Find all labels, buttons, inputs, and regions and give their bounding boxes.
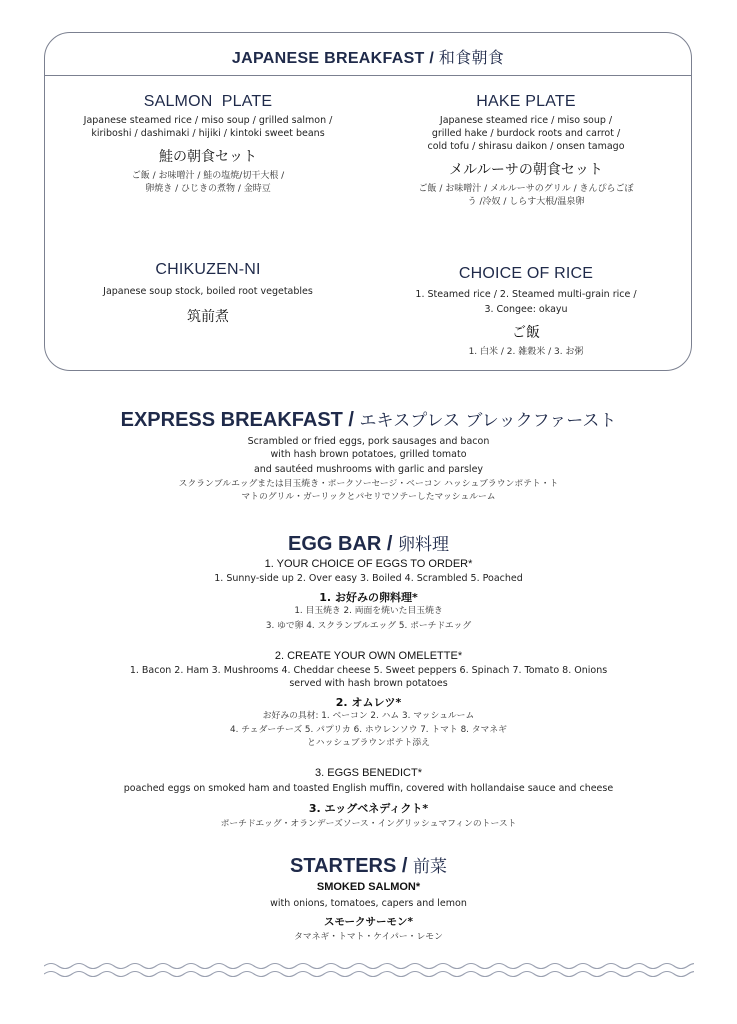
japanese-breakfast-box	[44, 32, 692, 371]
dish-desc: cold tofu / shirasu daikon / onsen tamago	[427, 141, 625, 152]
item-desc-jp: とハッシュブラウンポテト添え	[307, 738, 430, 748]
item-desc-jp: お好みの具材: 1. ベーコン 2. ハム 3. マッシュルーム	[262, 711, 475, 721]
dish-desc: 3. Congee: okayu	[484, 304, 568, 315]
dish-desc-jp: 1. 白米 / 2. 雑穀米 / 3. お粥	[468, 347, 584, 357]
item-desc-jp: 1. 目玉焼き 2. 両面を焼いた目玉焼き	[294, 606, 443, 616]
egg-bar-item-3	[0, 767, 737, 831]
choice-of-rice	[381, 265, 671, 359]
item-name: 1. YOUR CHOICE OF EGGS TO ORDER*	[264, 558, 473, 570]
dish-name-jp: 筑前煮	[187, 309, 229, 325]
dish-desc-jp: う /冷奴 / しらす大根/温泉卵	[467, 197, 585, 207]
dish-desc: Japanese steamed rice / miso soup / grilled salmon /	[83, 115, 333, 126]
dish-desc-jp: ご飯 / お味噌汁 / メルルーサのグリル / きんぴらごぼ	[418, 184, 634, 194]
starters-title	[0, 852, 737, 878]
section-title-en: STARTERS /	[290, 855, 413, 877]
section-title-jp: 和食朝食	[438, 48, 505, 67]
desc-line-jp: スクランブルエッグまたは目玉焼き・ポークソーセージ・ベーコン ハッシュブラウンポテト・ト	[178, 479, 559, 489]
desc-line: Scrambled or fried eggs, pork sausages and bacon	[247, 436, 490, 447]
desc-line: with hash brown potatoes, grilled tomato	[270, 449, 467, 460]
desc-line-jp: マトのグリル・ガーリックとパセリでソテーしたマッシュルーム	[241, 492, 496, 502]
express-breakfast-desc	[0, 435, 737, 504]
dish-name: CHOICE OF RICE	[458, 265, 594, 282]
item-desc-jp: 4. チェダーチーズ 5. パプリカ 6. ホウレンソウ 7. トマト 8. タマネギ	[230, 725, 507, 735]
dish-name-jp: ご飯	[512, 325, 540, 341]
section-title-en: EXPRESS BREAKFAST /	[120, 409, 360, 431]
item-desc-jp: タマネギ・トマト・ケイパー・レモン	[294, 932, 443, 942]
item-name: 3. EGGS BENEDICT*	[315, 767, 422, 779]
item-name-jp: 3. エッグベネディクト*	[308, 802, 429, 815]
box-divider	[45, 75, 691, 76]
item-desc: poached eggs on smoked ham and toasted English muffin, covered with hollandaise sauce and cheese	[123, 783, 614, 794]
item-desc-jp: 3. ゆで卵 4. スクランブルエッグ 5. ポーチドエッグ	[265, 621, 472, 631]
salmon-plate	[63, 93, 353, 196]
desc-line: and sautéed mushrooms with garlic and parsley	[253, 464, 484, 475]
dish-desc: kiriboshi / dashimaki / hijiki / kintoki sweet beans	[91, 128, 325, 139]
item-desc: 1. Sunny-side up 2. Over easy 3. Boiled 4. Scrambled 5. Poached	[214, 573, 523, 584]
section-title-jp: 前菜	[412, 857, 447, 877]
section-title-jp: エキスプレス ブレックファースト	[359, 411, 617, 431]
item-desc: served with hash brown potatoes	[289, 678, 448, 689]
item-desc: 1. Bacon 2. Ham 3. Mushrooms 4. Cheddar cheese 5. Sweet peppers 6. Spinach 7. Tomato 8. Onions	[129, 665, 608, 676]
item-name: SMOKED SALMON*	[316, 881, 421, 893]
item-desc: with onions, tomatoes, capers and lemon	[270, 898, 467, 909]
dish-name: HAKE PLATE	[476, 93, 576, 110]
item-desc-jp: ポーチドエッグ・オランデーズソース・イングリッシュマフィンのトースト	[220, 819, 517, 829]
section-title-jp: 卵料理	[398, 535, 449, 555]
egg-bar-item-2	[0, 650, 737, 750]
dish-name-jp: メルルーサの朝食セット	[449, 162, 603, 178]
item-name-jp: スモークサーモン*	[323, 916, 414, 928]
egg-bar-item-1	[0, 558, 737, 633]
dish-desc: grilled hake / burdock roots and carrot /	[431, 128, 621, 139]
egg-bar-title	[0, 530, 737, 556]
dish-name: SALMON PLATE	[143, 93, 273, 110]
section-title-en: EGG BAR /	[287, 533, 398, 555]
dish-desc-jp: ご飯 / お味噌汁 / 鮭の塩焼/切干大根 /	[131, 171, 285, 181]
dish-name-jp: 鮭の朝食セット	[159, 149, 257, 165]
dish-desc: Japanese steamed rice / miso soup /	[439, 115, 613, 126]
express-breakfast-title	[0, 406, 737, 432]
dish-name: CHIKUZEN-NI	[155, 261, 261, 278]
japanese-breakfast-title	[45, 45, 691, 68]
item-name-jp: 1. お好みの卵料理*	[319, 591, 418, 604]
dish-desc: 1. Steamed rice / 2. Steamed multi-grain rice /	[415, 289, 637, 300]
dish-desc: Japanese soup stock, boiled root vegetables	[103, 286, 313, 297]
item-name: 2. CREATE YOUR OWN OMELETTE*	[274, 650, 463, 662]
item-name-jp: 2. オムレツ*	[335, 696, 402, 709]
hake-plate	[381, 93, 671, 209]
smoked-salmon-item	[0, 881, 737, 944]
section-title-en: JAPANESE BREAKFAST /	[231, 50, 439, 67]
chikuzen-ni	[63, 261, 353, 326]
wave-divider-icon	[44, 958, 694, 984]
dish-desc-jp: 卵焼き / ひじきの煮物 / 金時豆	[145, 184, 271, 194]
